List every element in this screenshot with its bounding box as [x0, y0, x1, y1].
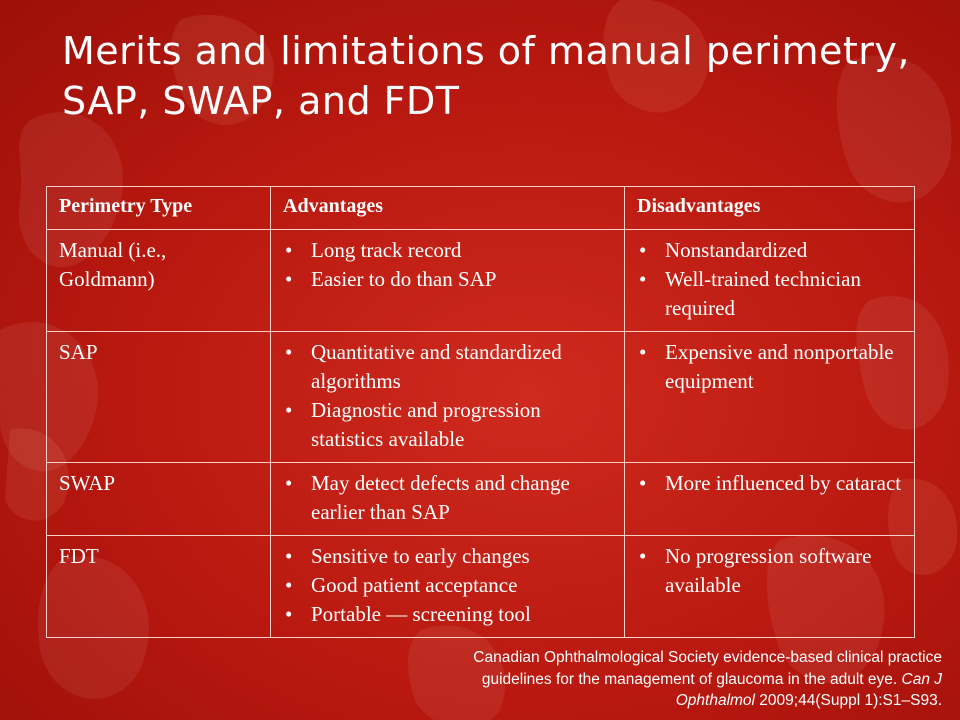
list-item: • Portable — screening tool — [311, 600, 614, 629]
cell-perimetry-type: Manual (i.e., Goldmann) — [47, 230, 271, 332]
cell-advantages — [271, 536, 625, 638]
list-item: • Easier to do than SAP — [311, 265, 614, 294]
cell-disadvantages — [625, 536, 915, 638]
citation-reference: 2009;44(Suppl 1):S1–S93. — [755, 692, 942, 709]
list-item: • Good patient acceptance — [311, 571, 614, 600]
cell-perimetry-type: SAP — [47, 332, 271, 463]
table-row-manual — [47, 230, 915, 332]
cell-advantages — [271, 332, 625, 463]
list-item: • More influenced by cataract — [665, 469, 904, 498]
list-item: • Nonstandardized — [665, 236, 904, 265]
list-item: • May detect defects and change earlier than SAP — [311, 469, 614, 527]
cell-perimetry-type: SWAP — [47, 463, 271, 536]
table-row-sap — [47, 332, 915, 463]
citation — [422, 647, 942, 712]
table-header-row — [47, 187, 915, 230]
cell-advantages — [271, 230, 625, 332]
cell-disadvantages — [625, 463, 915, 536]
list-item: • No progression software available — [665, 542, 904, 600]
list-item: • Expensive and nonportable equipment — [665, 338, 904, 396]
citation-journal: Can J Ophthalmol — [675, 670, 942, 709]
perimetry-comparison-table — [46, 186, 915, 638]
cell-disadvantages — [625, 230, 915, 332]
list-item: • Quantitative and standardized algorithms — [311, 338, 614, 396]
cell-disadvantages — [625, 332, 915, 463]
column-header-disadvantages: Disadvantages — [625, 187, 915, 230]
list-item: • Diagnostic and progression statistics available — [311, 396, 614, 454]
list-item: • Long track record — [311, 236, 614, 265]
list-item: • Sensitive to early changes — [311, 542, 614, 571]
perimetry-comparison-table-container — [46, 186, 914, 638]
cell-perimetry-type: FDT — [47, 536, 271, 638]
slide-title: Merits and limitations of manual perimetry, SAP, SWAP, and FDT — [62, 29, 910, 123]
table-row-fdt — [47, 536, 915, 638]
column-header-advantages: Advantages — [271, 187, 625, 230]
table-row-swap — [47, 463, 915, 536]
citation-text: Canadian Ophthalmological Society evidence-based clinical practice guidelines for the management of glaucoma in the adult eye. — [473, 649, 942, 688]
list-item: • Well-trained technician required — [665, 265, 904, 323]
cell-advantages — [271, 463, 625, 536]
column-header-perimetry-type: Perimetry Type — [47, 187, 271, 230]
